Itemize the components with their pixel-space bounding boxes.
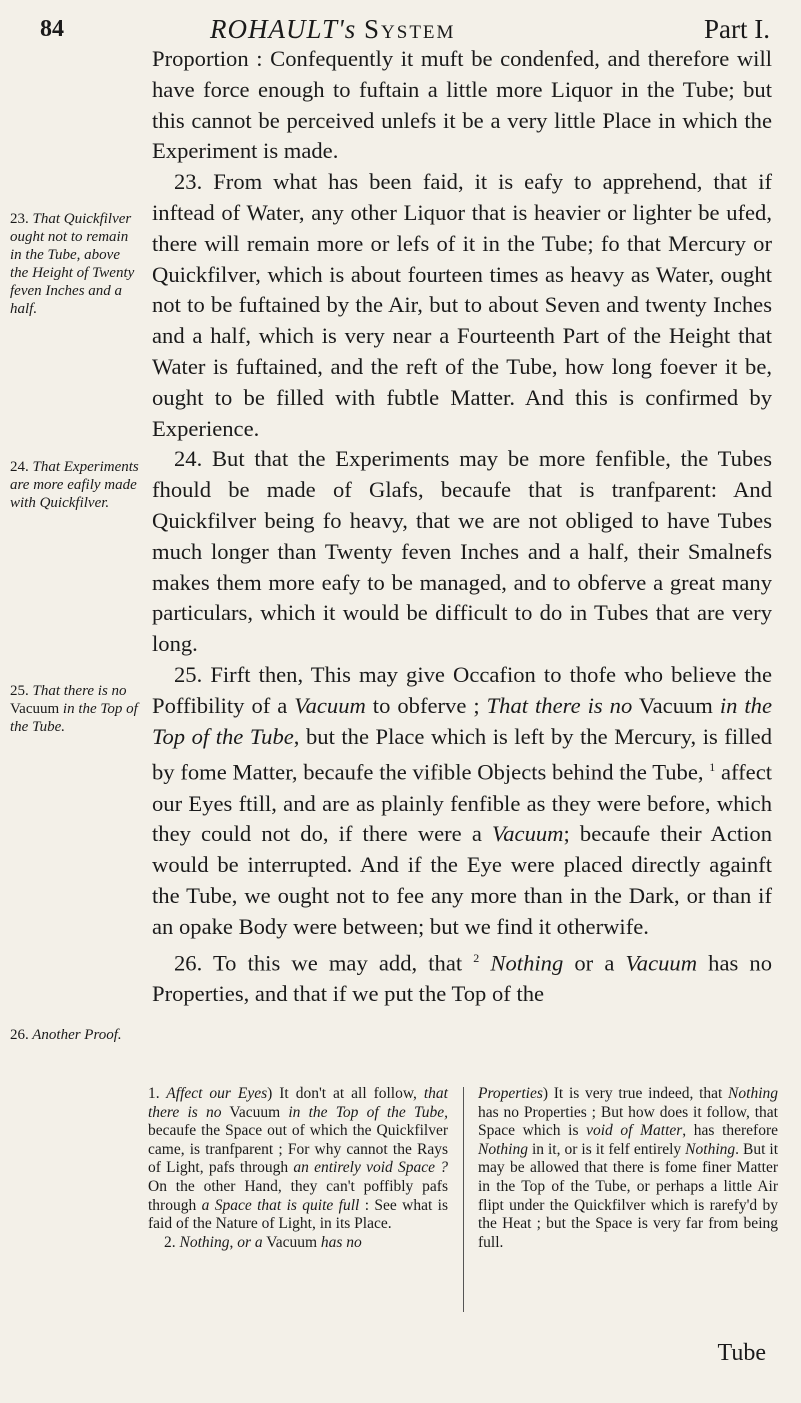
footnotes-right-column — [478, 1085, 778, 1252]
p25-emph-a: That there is no — [486, 692, 633, 718]
footnote-2-text-d: has no Properties ; But how does it follow, that Space which is — [478, 1103, 778, 1140]
paragraph-25 — [152, 660, 772, 943]
margin-note-26 — [10, 1026, 142, 1044]
margin-note-25-vacuum: Vacuum — [10, 701, 63, 717]
p25-vacuum: Vacuum — [294, 692, 366, 718]
p25-emph-b: in the Top of the Tube — [152, 692, 773, 749]
p26-vacuum: Vacuum — [625, 950, 698, 976]
footnote-column-rule — [463, 1087, 464, 1312]
margin-note-26-number: 26. — [10, 1027, 29, 1043]
margin-note-25-number: 25. — [10, 683, 29, 699]
margin-note-23-number: 23. — [10, 211, 29, 227]
margin-note-25 — [10, 682, 142, 736]
paragraph-26 — [152, 943, 772, 1010]
footnote-2-vacuum: Vacuum — [262, 1233, 321, 1251]
footnote-1-emph-e: in the Top of the Tube, — [288, 1103, 448, 1121]
footnote-1-text-b: ) It don't at all follow, — [267, 1085, 424, 1102]
paragraph-continued: Proportion : Confequently it muft be condenfed, and therefore will have force enough to fuftain a little more Liquor in the Tube; but this cannot be perceived unlefs it be a very little Place in which the Experiment is made. — [152, 46, 772, 164]
footnote-ref-2: 2 — [473, 950, 480, 965]
paragraph-23: 23. From what has been faid, it is eafy to apprehend, that if inftead of Water, any other Liquor that is heavier or lighter be ufed, there will remain more or lefs of it in the Tube; fo that Mercury or Quickfilver, which is about fourteen times as heavy as Water, ought not to be fuftained by the Air, but to about Seven and twenty Inches and a half, which is very near a Fourteenth Part of the Height that Water is fuftained, and the reft of the Tube, how long foever it be, ought to be filled with fubtle Matter. And this is confirmed by Experience. — [152, 169, 772, 441]
footnote-1-lemma: Affect our Eyes — [159, 1085, 268, 1102]
margin-note-23 — [10, 210, 142, 318]
footnote-2-emph-i: Nothing — [685, 1140, 736, 1158]
footnote-2-emph-c: Nothing — [728, 1085, 778, 1102]
footnote-2-emph-g: Nothing — [478, 1140, 528, 1158]
p25-text-a: 25. Firft then, This may give Occafion to thofe who believe the Poffibility of a — [152, 661, 772, 718]
footnote-1-text-j: : See what is faid of the Nature of Light, in its Place. — [148, 1196, 448, 1233]
p26-text-e: has no Properties, and that if we put the Top of the — [152, 950, 772, 1006]
footnote-2-start — [148, 1234, 448, 1253]
footnote-ref-1: 1 — [709, 760, 716, 775]
p25-text-j: ; becaufe their Action would be interrupted. And if the Eye were placed directly againft the Tube, we ought not to fee any more than in the Dark, or than if an opake Body were between; but we find it otherwife. — [152, 821, 772, 939]
margin-note-25-text-c: in the Top of the Tube. — [10, 701, 138, 735]
catchword: Tube — [717, 1340, 766, 1366]
footnote-2-comma: , — [229, 1233, 238, 1251]
p25-vacuum-2: Vacuum — [491, 821, 564, 847]
footnote-2-continued — [478, 1085, 778, 1252]
footnote-2-has-no: has no — [320, 1233, 362, 1251]
footnote-2-text-b: ) It is very true indeed, that — [542, 1085, 729, 1102]
margin-note-26-text: Another Proof. — [32, 1027, 122, 1043]
margin-note-24 — [10, 458, 142, 512]
footnote-1-text-h: On the other Hand, they can't poffibly pafs through — [148, 1177, 448, 1214]
author-name: ROHAULT's — [210, 14, 357, 44]
footnote-2-nothing: Nothing — [175, 1233, 230, 1251]
footnote-1-text-f: becaufe the Space out of which the Quickfilver came, is tranfparent ; For why cannot the Rays of Light, pafs through — [148, 1122, 448, 1177]
part-label: Part I. — [704, 14, 770, 44]
footnote-2-text-h: in it, or is it felf entirely — [527, 1140, 686, 1158]
footnote-1-emph-c: that there is no — [148, 1085, 448, 1121]
main-text — [152, 44, 772, 1010]
p25-text-c: to obferve ; — [365, 692, 487, 718]
system-word: System — [364, 14, 456, 44]
p26-nothing: Nothing — [479, 950, 564, 976]
footnotes — [148, 1085, 778, 1325]
footnote-2-or-a: or a — [237, 1233, 263, 1251]
footnote-2-text-f: , has therefore — [682, 1122, 779, 1140]
margin-note-23-text: That Quickfilver ought not to remain in the Tube, above the Height of Twenty feven Inches and a half. — [10, 211, 135, 317]
margin-note-24-text: That Experiments are more eafily made with Quickfilver. — [10, 459, 139, 511]
footnote-2-emph-e: void of Matter — [586, 1122, 683, 1140]
footnote-2-text-j: . But it may be allowed that there is fome finer Matter in the Top of the Tube, or perhaps a little Air flipt under the Quickfilver which is rarefy'd by the Heat ; but the Space is very far from being full. — [478, 1140, 778, 1251]
margin-note-24-number: 24. — [10, 459, 29, 475]
footnote-1-vacuum: Vacuum — [221, 1103, 289, 1121]
footnote-1-emph-i: a Space that is quite full — [201, 1196, 360, 1214]
footnote-2-properties: Properties — [478, 1085, 543, 1102]
p25-vacuum-word: Vacuum — [632, 692, 720, 718]
paragraph-24: 24. But that the Experiments may be more fenfible, the Tubes fhould be made of Glafs, becaufe that is tranfparent: And Quickfilver being fo heavy, that we are not obliged to have Tubes much longer than Twenty feven Inches and a half, their Smalnefs makes them more eafy to be managed, and to obferve a great many particulars, which it would be difficult to do in Tubes that are very long. — [152, 446, 772, 657]
p26-text-c: or a — [563, 950, 626, 976]
footnote-1-number: 1. — [148, 1085, 160, 1102]
page-number: 84 — [40, 16, 64, 42]
footnotes-left-column — [148, 1085, 448, 1252]
running-title — [210, 14, 455, 45]
p26-text-a: 26. To this we may add, that — [174, 950, 474, 976]
p25-text-g: , but the Place which is left by the Mercury, is filled by fome Matter, becaufe the vifible Objects behind the Tube, — [152, 723, 772, 785]
footnote-1 — [148, 1085, 448, 1234]
footnote-2-number: 2. — [164, 1233, 176, 1251]
margin-note-25-text-a: That there is no — [32, 683, 127, 699]
footnote-1-emph-g: an entirely void Space ? — [293, 1159, 448, 1177]
p25-text-h: affect our Eyes ftill, and are as plainly fenfible as they were before, which they could not do, if there were a — [152, 759, 772, 847]
